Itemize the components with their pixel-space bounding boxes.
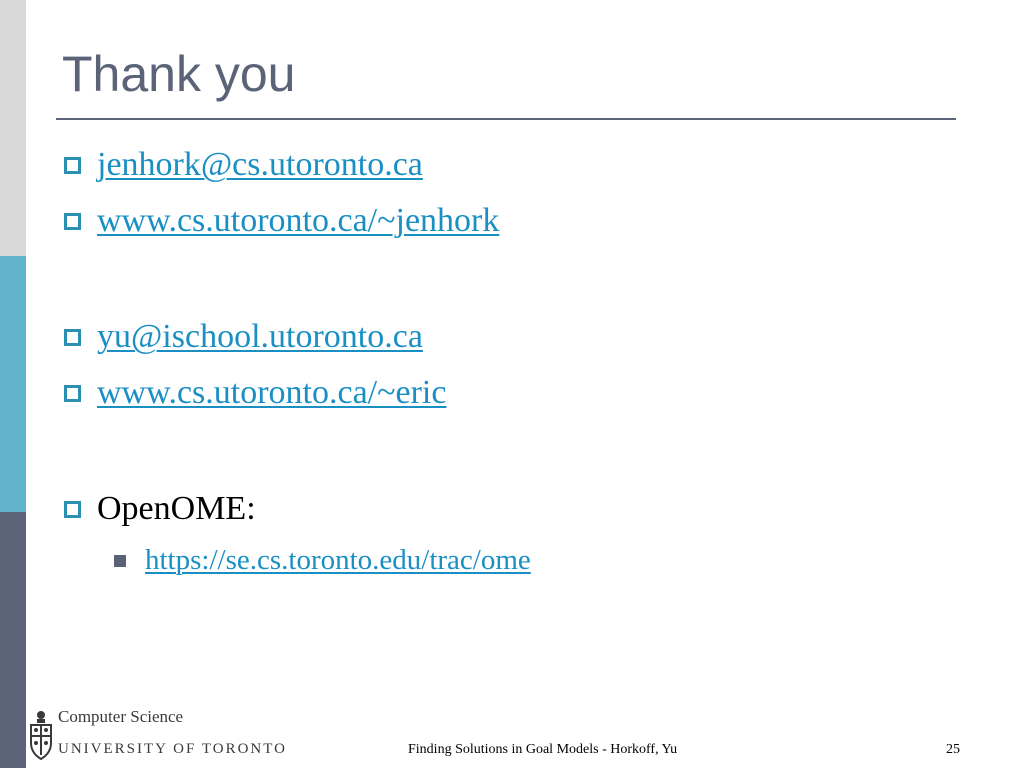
crest-icon: [28, 709, 54, 765]
bullet-square-icon: [64, 329, 81, 346]
sidebar-band-top: [0, 0, 26, 256]
list-item-openome-url: [114, 544, 531, 577]
openome-url-link[interactable]: https://se.cs.toronto.edu/trac/ome: [145, 544, 531, 576]
slide-title: Thank you: [62, 46, 296, 102]
web-link-eric[interactable]: www.cs.utoronto.ca/~eric: [97, 374, 447, 411]
title-divider: [56, 118, 956, 120]
bullet-square-icon: [64, 213, 81, 230]
list-item-openome: [64, 490, 256, 528]
sidebar-band-bottom: [0, 512, 26, 768]
footer-text: Finding Solutions in Goal Models - Horkoff, Yu: [408, 742, 678, 757]
bullet-square-icon: [64, 501, 81, 518]
list-item-email-yu: [64, 318, 423, 356]
web-link-jenhork[interactable]: www.cs.utoronto.ca/~jenhork: [97, 202, 500, 239]
university-logo: [28, 707, 287, 765]
list-item-email-jenhork: [64, 146, 423, 184]
email-link-yu[interactable]: yu@ischool.utoronto.ca: [97, 318, 423, 355]
list-item-web-jenhork: [64, 202, 499, 240]
bullet-square-icon: [64, 157, 81, 174]
list-item-web-eric: [64, 374, 446, 412]
logo-computer-science: Computer Science: [58, 707, 184, 726]
openome-label: OpenOME:: [97, 490, 256, 527]
logo-university-name: UNIVERSITY OF TORONTO: [58, 741, 287, 757]
bullet-square-icon: [64, 385, 81, 402]
sub-bullet-square-icon: [114, 555, 126, 567]
email-link-jenhork[interactable]: jenhork@cs.utoronto.ca: [97, 146, 423, 183]
sidebar-band-middle: [0, 256, 26, 512]
page-number: 25: [946, 742, 960, 757]
